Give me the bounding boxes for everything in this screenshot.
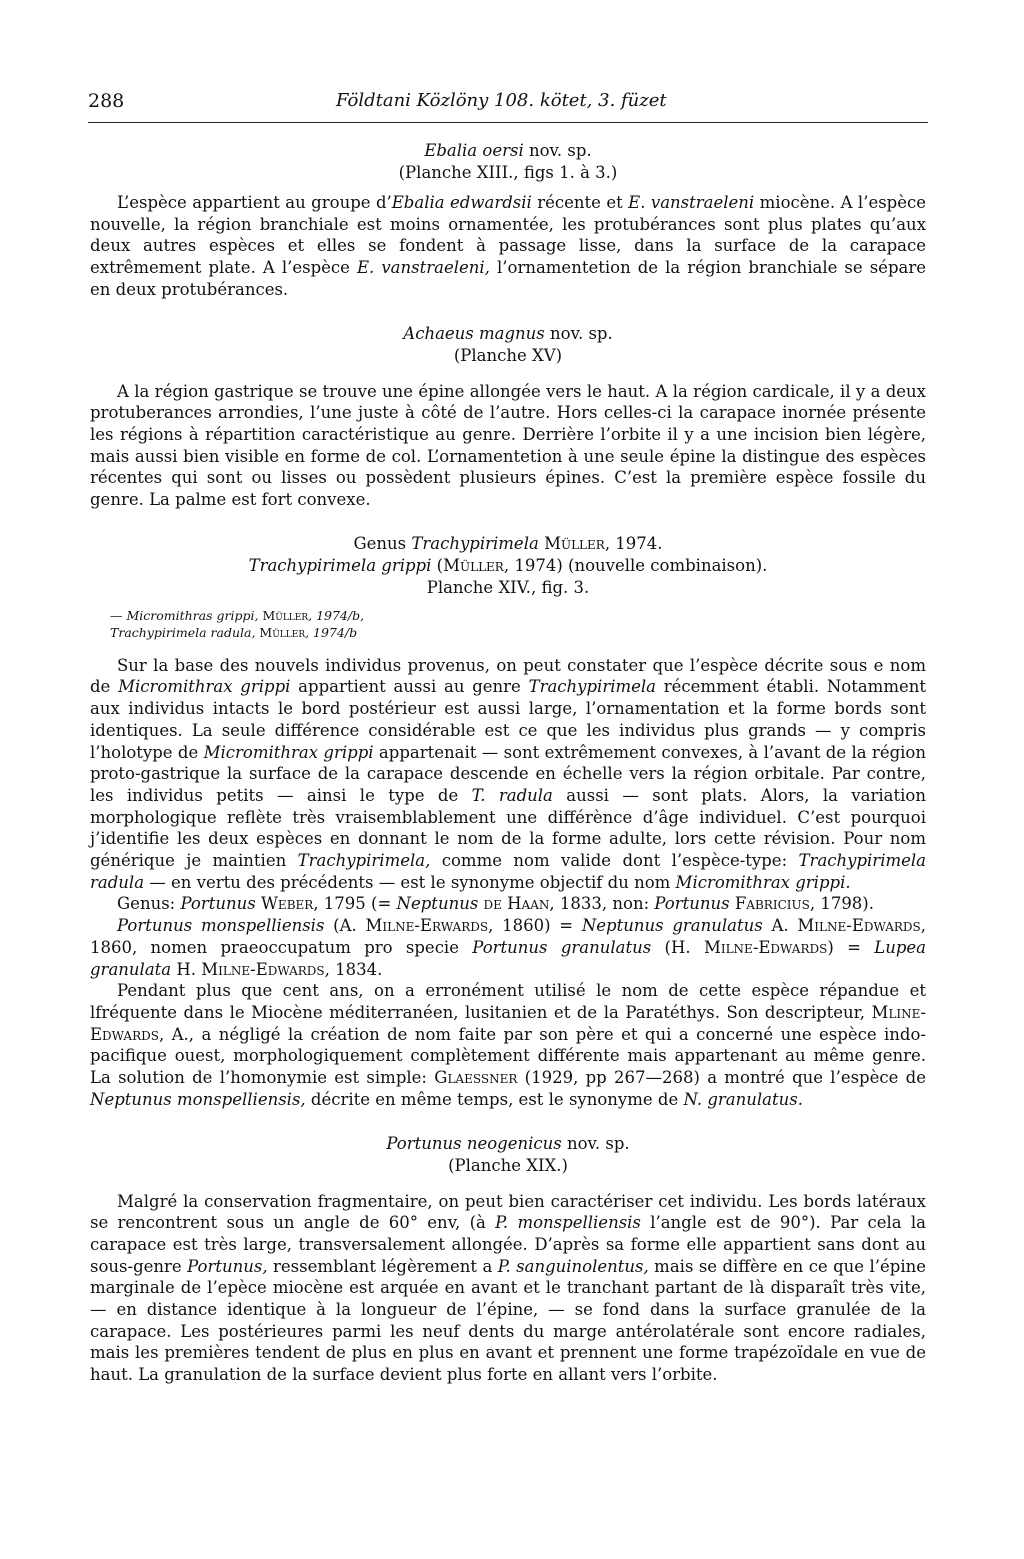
section-heading: Genus Trachypirimela Müller, 1974. (353, 533, 663, 553)
body-paragraph: Portunus monspelliensis (A. Milne-Erwards, 1860) = Neptunus granulatus A. Milne-Edwards, 1860, nomen praeoccupatum pro specie Portunus granulatus (H. Milne-Edwards) = Lupea granulata H. Milne-Edwards, 1834. (90, 916, 927, 979)
spacer (90, 367, 926, 381)
spacer (90, 1177, 926, 1191)
section-heading: Ebalia oersi nov. sp. (424, 141, 592, 160)
section-heading: (Planche XIX.) (448, 1155, 568, 1175)
spacer (90, 184, 926, 192)
synonymy-line: — Micromithras grippi, Müller, 1974/b, (110, 607, 365, 623)
section-heading: (Planche XV) (453, 345, 563, 365)
section-heading: Portunus neogenicus nov. sp. (386, 1133, 630, 1153)
synonymy-line: Trachypirimela radula, Müller, 1974/b (110, 624, 358, 640)
body-paragraph: A la région gastrique se trouve une épine allongée vers le haut. A la région cardicale, il y a deux protuberances arrondies, l’une juste à côté de l’autre. Hors celles-ci la carapace inornée présente les régions à répartition caractéristique au genre. Derrière l’orbite il y a une incision bien légère, mais aussi bien visible en forme de col. L’ornamentetion à une seule épine la distingue des espèces récentes qui sont ou lisses ou possèdent plusieurs épines. C’est la première espèce fossile du genre. La palme est fort convexe. (90, 381, 926, 510)
body-paragraph: Sur la base des nouvels individus provenus, on peut constater que l’espèce décrite sous e nom de Micromithrax grippi appartient aussi au genre Trachypirimela récemment établi. Notamment aux individus intacts le bord postérieur est aussi large, l’ornamentation et la forme bords sont identiques. La seule différence considérable est ce que les individus plus grands — y compris l’holotype de Micromithrax grippi appartenait — sont extrêmement convexes, à l’avant de la région proto-gastrique la surface de la carapace descende en échelle vers la région orbitale. Par contre, les individus petits — ainsi le type de T. radula aussi — sont plats. Alors, la variation morphologique reflète très vraisemblablement une différènce d’âge individuel. C’est pourquoi j’identifie les deux espèces en donnant le nom de la forme adulte, lors cette révision. Pour nom générique je maintien Trachypirimela, comme nom valide dont l’espèce-type: Trachypirimela radula — en vertu des précédents — est le synonyme objectif du nom Micromithrax grippi. (90, 655, 926, 892)
page-number: 288 (88, 90, 125, 112)
spacer (90, 301, 926, 323)
body-paragraph: Genus: Portunus Weber, 1795 (= Neptunus de Haan, 1833, non: Portunus Fabricius, 1798). (117, 894, 874, 914)
spacer (90, 511, 926, 533)
running-header (88, 88, 928, 123)
section-heading: Planche XIV., fig. 3. (426, 577, 590, 597)
spacer (90, 641, 926, 655)
section-heading: Achaeus magnus nov. sp. (403, 323, 613, 343)
body-paragraph: L’espèce appartient au groupe d’Ebalia edwardsii récente et E. vanstraeleni miocène. A l’espèce nouvelle, la région branchiale est moins ornamentée, les protubérances sont plus plates qu’aux deux autres espèces et elles se fondent à passage lisse, dans la surface de la carapace extrêmement plate. A l’espèce E. vanstraeleni, l’ornamentetion de la région branchiale se sépare en deux protubérances. (90, 193, 927, 299)
body-paragraph: Pendant plus que cent ans, on a erronément utilisé le nom de cette espèce répandue et lfréquente dans le Miocène méditerranéen, lusitanien et de la Paratéthys. Son descripteur, Mline-Edwards, A., a négligé la création de nom faite par son père et qui a concerné une espèce indo-pacifique ouest, morphologiquement complètement différente mais appartenant au même genre. La solution de l’homonymie est simple: Glaessner (1929, pp 267—268) a montré que l’espèce de Neptunus monspelliensis, décrite en même temps, est le synonyme de N. granulatus. (90, 981, 926, 1109)
journal-title: Földtani Közlöny 108. kötet, 3. füzet (336, 90, 667, 111)
spacer (90, 599, 926, 607)
section-heading: (Planche XIII., figs 1. à 3.) (398, 163, 618, 182)
section-heading: Trachypirimela grippi (Müller, 1974) (nouvelle combinaison). (248, 555, 768, 575)
body-paragraph: Malgré la conservation fragmentaire, on peut bien caractériser cet individu. Les bords latéraux se rencontrent sous un angle de 60° env, (à P. monspelliensis l’angle est de 90°). Par cela la carapace est très large, transversalement allongée. D’après sa forme elle appartient sans dont au sous-genre Portunus, ressemblant légèrement a P. sanguinolentus, mais se diffère en ce que l’épine marginale de l’epèce miocène est arquée en avant et le tranchant partant de là disparaît très vite, — en distance identique à la longueur de l’épine, — se fond dans la surface granulée de la carapace. Les postérieures parmi les neuf dents du marge antérolatérale sont encore radiales, mais les premières tendent de plus en plus en avant et prennent une forme trapézoïdale en vue de haut. La granulation de la surface devient plus forte en allant vers l’orbite. (90, 1191, 927, 1385)
article-body (90, 140, 926, 1386)
spacer (90, 1111, 926, 1133)
